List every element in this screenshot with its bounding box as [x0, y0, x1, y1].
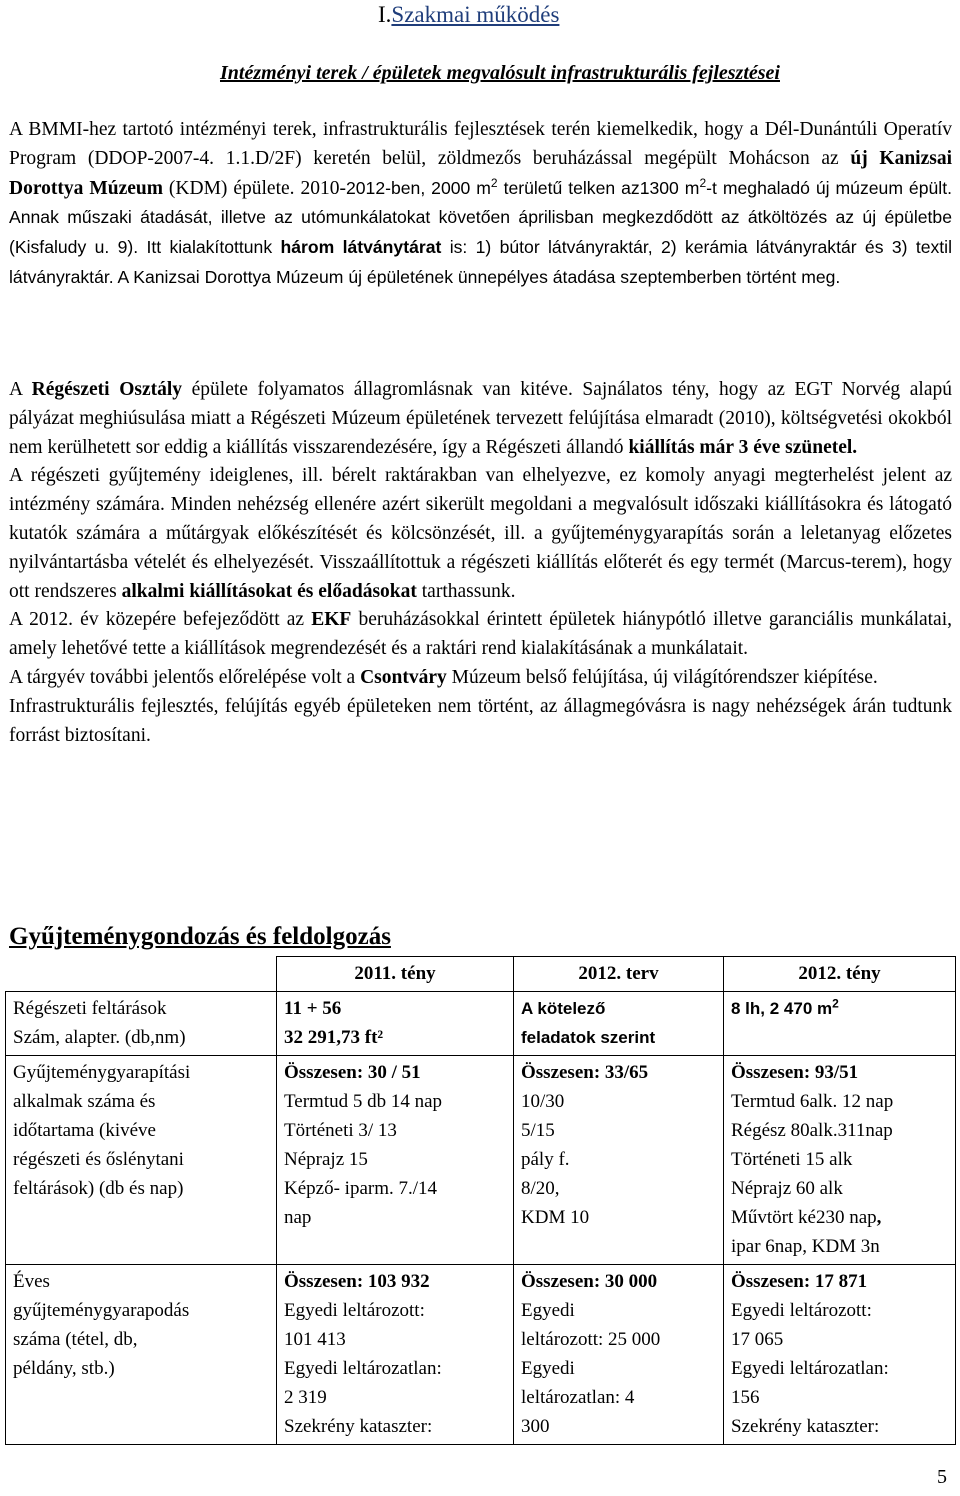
cell-line: 8/20,: [521, 1178, 560, 1199]
p2-text-a: A: [9, 379, 32, 400]
cell-line: Történeti 15 alk: [731, 1149, 853, 1170]
label-line: alkalmak száma és: [13, 1091, 156, 1112]
cell-line: 101 413: [284, 1329, 346, 1350]
label-line: száma (tétel, db,: [13, 1329, 138, 1350]
cell-text: 8 lh, 2 470 m: [731, 999, 833, 1018]
label-line: gyűjteménygyarapodás: [13, 1300, 190, 1321]
cell-total: Összesen: 103 932: [284, 1271, 430, 1292]
collection-heading: Gyűjteménygondozás és feldolgozás: [9, 923, 391, 950]
cell-line: Egyedi leltározatlan:: [284, 1358, 442, 1379]
cell-line: 156: [731, 1387, 760, 1408]
cell-line: 10/30: [521, 1091, 565, 1112]
cell-total: Összesen: 30 000: [521, 1271, 658, 1292]
cell-line: Termtud 6alk. 12 nap: [731, 1091, 894, 1112]
cell-line: leltározatlan: 4: [521, 1387, 635, 1408]
table-header-row: [6, 957, 956, 992]
p1-bold-showrooms: három látványtárat: [280, 237, 442, 258]
cell-acquisitions-2012-plan: [514, 1056, 724, 1265]
p2-bold-exhibition: kiállítás már 3 éve szünetel.: [628, 436, 858, 458]
row-label-annual-growth: [6, 1265, 277, 1445]
p1-sans-f: is: 1) bútor látványraktár, 2) kerámia látványraktár és 3) textil látványraktár.: [9, 237, 952, 287]
cell-excavations-2011: [277, 992, 514, 1056]
p1-sans-c: -t meghaladó új múzeum épült.: [706, 177, 952, 198]
cell-line: Szekrény kataszter:: [731, 1416, 880, 1437]
cell-line: ipar 6nap, KDM 3n: [731, 1236, 880, 1257]
cell-excavations-2012-actual: [724, 992, 956, 1056]
cell-line: Képző- iparm. 7./14: [284, 1178, 438, 1199]
cell-growth-2012-actual: [724, 1265, 956, 1445]
cell-line: Egyedi leltározott:: [731, 1300, 872, 1321]
p2-text-d: A régészeti gyűjtemény ideiglenes, ill. bérelt raktárakban van elhelyezve, ez komoly anyagi megterhelést jelent az intézmény számára. Minden nehézség ellenére azért sikerült megoldani a megvalósult időszaki kiállításokra és látogató kutatók számára a műtárgyak előkészítését és kölcsönzését, ill. a gyűjteménygyarapítás során a leletanyag előzetes nyilvántartásba vételét és elhelyezését. Visszaállítottuk a régészeti kiállítás előterét és egy termét (Marcus-terem), hogy ott rendszeres: [9, 465, 952, 602]
cell-line: Néprajz 15: [284, 1149, 368, 1170]
row-label-excavations: [6, 992, 277, 1056]
cell-line: [731, 1203, 948, 1232]
cell-growth-2011: [277, 1265, 514, 1445]
cell-acquisitions-2012-actual: [724, 1056, 956, 1265]
p2-text-h: A tárgyév további jelentős előrelépése volt a: [9, 666, 361, 688]
cell-line: 300: [521, 1416, 550, 1437]
label-line: példány, stb.): [13, 1358, 115, 1379]
cell-text: Művtört ké230 nap: [731, 1207, 877, 1228]
cell-sup: 2: [832, 996, 839, 1011]
cell-total: Összesen: 17 871: [731, 1271, 868, 1292]
label-line: időtartama (kivéve: [13, 1120, 156, 1141]
p1-text-c: (KDM) épülete. 2010-: [162, 177, 346, 199]
cell-line: Egyedi: [521, 1358, 575, 1379]
paragraph-archaeology: [9, 376, 952, 750]
cell-line: 11 + 56: [284, 998, 342, 1019]
cell-total: Összesen: 33/65: [521, 1062, 649, 1083]
p2-bold-ekf: EKF: [311, 609, 352, 631]
p1-bold-museum: új Kanizsai Dorottya Múzeum: [9, 147, 953, 199]
chapter-heading: [378, 2, 559, 28]
p2-bold-dept: Régészeti Osztály: [31, 379, 183, 400]
cell-line: 32 291,73 ft²: [284, 1027, 384, 1048]
p2-bold-occasional: alkalmi kiállításokat és előadásokat: [121, 580, 417, 602]
p2-text-i: Múzeum belső felújítása, új világítórendszer kiépítése.: [446, 666, 878, 688]
cell-line: KDM 10: [521, 1207, 590, 1228]
p1-sans-d: Annak műszaki átadását, illetve az utómunkálatokat követően áprilisban megkezdődött az átköltözés az új épületbe (Kisfaludy u. 9).: [9, 207, 952, 258]
p1-sans-a: 2012-ben, 2000 m: [345, 177, 491, 198]
table-row: [6, 992, 956, 1056]
p2-text-g: beruházásokkal érintett épületek hiánypótló illetve garanciális munkálatai, amely lehetővé tette a kiállítások megrendezését és a raktári rend kialakításának a munkálatait.: [9, 609, 953, 660]
cell-line: 17 065: [731, 1329, 784, 1350]
label-line: Gyűjteménygyarapítási: [13, 1062, 191, 1083]
cell-line: Történeti 3/ 13: [284, 1120, 397, 1141]
p1-sans-g: A Kanizsai Dorottya Múzeum új épületének ünnepélyes átadása szeptemberben történt meg.: [113, 266, 841, 287]
label-line: Szám, alapter. (db,nm): [13, 1027, 186, 1048]
p1-text-a: A BMMI-hez tartotó intézményi terek, infrastrukturális fejlesztések terén kiemelkedik, hogy a Dél-Dunántúli Operatív Program (DDOP-2007-4. 1.1.D/2F) keretén belül, zöldmezős beruházással megépült Mohácson az: [9, 119, 952, 169]
cell-total: Összesen: 93/51: [731, 1062, 859, 1083]
p2-text-e: tarthassunk.: [416, 580, 516, 602]
cell-line: Egyedi: [521, 1300, 575, 1321]
p1-sup-b: 2: [699, 175, 707, 190]
cell-line: pály f.: [521, 1149, 570, 1170]
p2-text-j: Infrastrukturális fejlesztés, felújítás egyéb épületeken nem történt, az állagmegóvásra is nagy nehézségek árán tudtunk forrást biztosítani.: [9, 695, 952, 746]
table-row: [6, 1265, 956, 1445]
cell-line: 2 319: [284, 1387, 327, 1408]
cell-line: leltározott: 25 000: [521, 1329, 661, 1350]
p1-sans-e: Itt kialakítottunk: [138, 237, 281, 258]
chapter-number: I.: [378, 2, 392, 27]
page-number: 5: [937, 1466, 947, 1488]
p2-text-f: A 2012. év közepére befejeződött az: [9, 609, 312, 631]
p1-sans-b: területű telken az1300 m: [497, 177, 700, 198]
cell-bold-comma: ,: [876, 1207, 882, 1228]
cell-line: Egyedi leltározatlan:: [731, 1358, 889, 1379]
header-2011-actual: 2011. tény: [277, 957, 514, 992]
header-2012-actual: 2012. tény: [724, 957, 956, 992]
cell-line: nap: [284, 1207, 312, 1228]
collection-table: [5, 956, 956, 1445]
cell-acquisitions-2011: [277, 1056, 514, 1265]
header-empty-cell: [6, 957, 277, 992]
cell-line: 5/15: [521, 1120, 555, 1141]
cell-excavations-2012-plan: [514, 992, 724, 1056]
cell-growth-2012-plan: [514, 1265, 724, 1445]
cell-total: Összesen: 30 / 51: [284, 1062, 421, 1083]
row-label-acquisitions: [6, 1056, 277, 1265]
section-subtitle: Intézményi terek / épületek megvalósult infrastrukturális fejlesztései: [220, 62, 780, 84]
p2-bold-csontvary: Csontváry: [360, 666, 447, 688]
cell-line: Régész 80alk.311nap: [731, 1120, 893, 1141]
label-line: feltárások) (db és nap): [13, 1178, 184, 1199]
label-line: Régészeti feltárások: [13, 998, 167, 1019]
label-line: régészeti és őslénytani: [13, 1149, 184, 1170]
header-2012-plan: 2012. terv: [514, 957, 724, 992]
p2-text-c: épülete folyamatos állagromlásnak van kitéve. Sajnálatos tény, hogy az EGT Norvég alapú pályázat meghiúsulása miatt a Régészeti Múzeum épületének tervezett felújítása elmaradt (2010), költségvetési okokból nem kerülhetett sor eddig a kiállítás visszarendezésére, így a Régészeti állandó: [9, 379, 952, 458]
cell-line: Termtud 5 db 14 nap: [284, 1091, 443, 1112]
p1-sup-a: 2: [490, 175, 498, 190]
table-row: [6, 1056, 956, 1265]
label-line: Éves: [13, 1271, 50, 1292]
cell-line: Néprajz 60 alk: [731, 1178, 843, 1199]
cell-line: feladatok szerint: [521, 1028, 656, 1047]
cell-line: A kötelező: [521, 999, 606, 1018]
cell-line: Szekrény kataszter:: [284, 1416, 433, 1437]
paragraph-kdm: [9, 116, 952, 293]
cell-line: Egyedi leltározott:: [284, 1300, 425, 1321]
chapter-title: Szakmai működés: [391, 2, 560, 27]
